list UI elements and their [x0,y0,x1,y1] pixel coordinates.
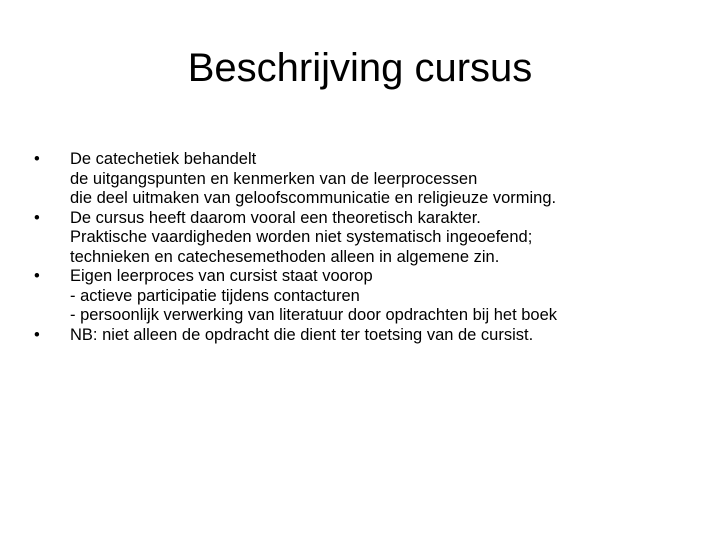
bullet-item [30,267,710,326]
bullet-dot-icon: • [34,325,40,344]
bullet-dot-icon: • [34,208,40,227]
bullet-list [30,150,710,345]
bullet-dot-icon: • [34,150,40,168]
bullet-item [30,326,710,346]
bullet-line: technieken en catechesemethoden alleen in algemene zin. [70,247,500,266]
bullet-line: - persoonlijk verwerking van literatuur door opdrachten bij het boek [70,306,558,324]
bullet-item [30,150,710,209]
bullet-line: - actieve participatie tijdens contacturen [70,286,360,305]
slide-title: Beschrijving cursus [187,46,533,90]
bullet-item [30,209,710,268]
bullet-dot-icon: • [34,267,40,285]
bullet-line: de uitgangspunten en kenmerken van de leerprocessen [70,169,478,188]
bullet-line: NB: niet alleen de opdracht die dient ter toetsing van de cursist. [70,325,534,344]
bullet-line: Eigen leerproces van cursist staat voorop [70,267,373,285]
bullet-line: Praktische vaardigheden worden niet systematisch ingeoefend; [70,228,533,246]
bullet-line: die deel uitmaken van geloofscommunicatie en religieuze vorming. [70,189,557,207]
bullet-line: De catechetiek behandelt [70,150,257,168]
bullet-line: De cursus heeft daarom vooral een theoretisch karakter. [70,208,481,227]
